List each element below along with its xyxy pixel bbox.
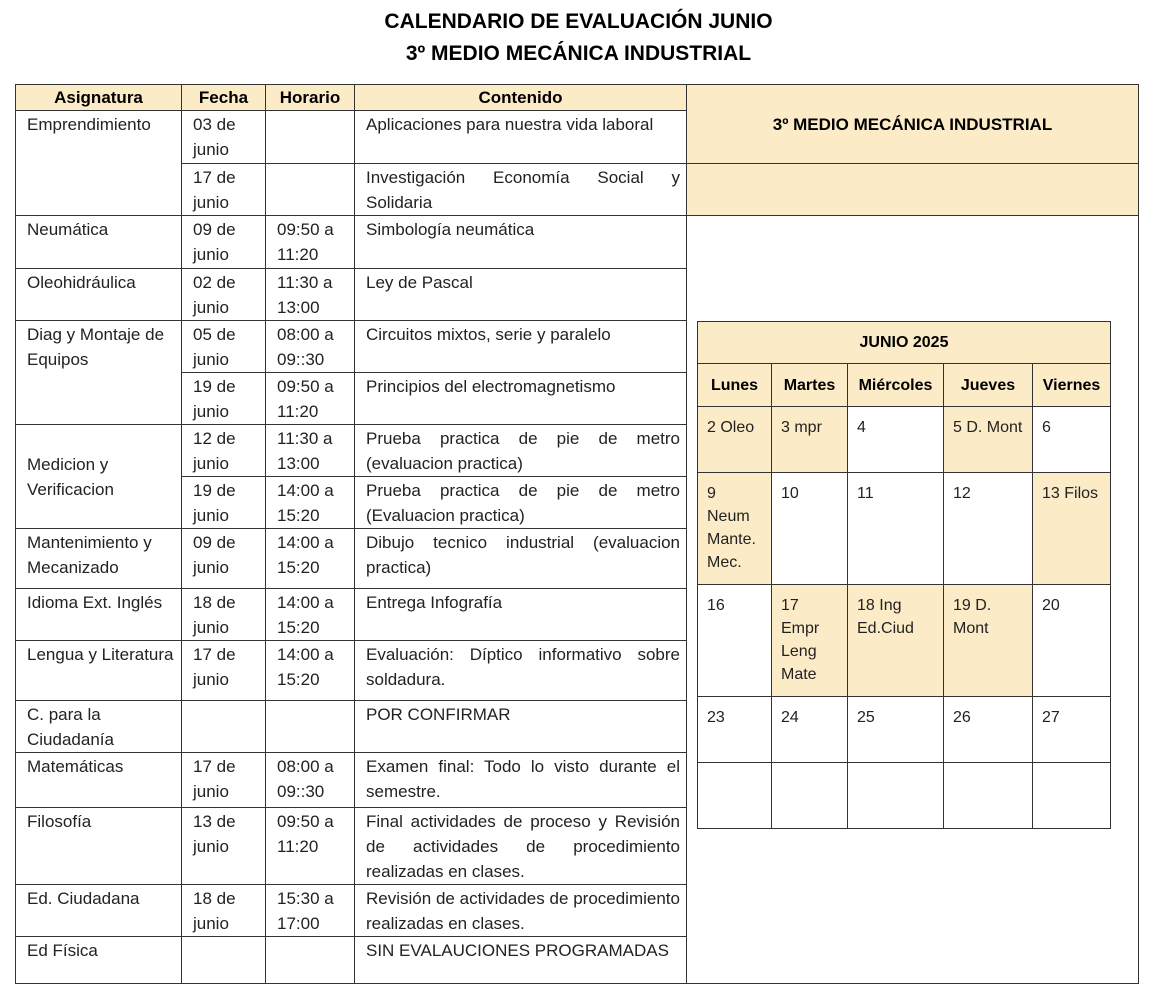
calendar-days-row [698, 364, 1111, 407]
time-cell: 15:30 a 17:00 [266, 885, 355, 937]
calendar-week [698, 697, 1111, 763]
date-cell: 03 de junio [182, 111, 266, 164]
calendar-day: 5 D. Mont [944, 407, 1033, 473]
day-header: Jueves [944, 364, 1033, 407]
content-cell: SIN EVALAUCIONES PROGRAMADAS [355, 937, 687, 984]
day-header: Lunes [698, 364, 772, 407]
date-cell [182, 701, 266, 753]
time-cell [266, 164, 355, 216]
content-cell: Circuitos mixtos, serie y paralelo [355, 321, 687, 373]
content-cell: Entrega Infografía [355, 589, 687, 641]
subject-cell: Filosofía [16, 808, 182, 885]
table-header-row [16, 85, 1139, 111]
calendar-day: 25 [848, 697, 944, 763]
calendar-day [772, 763, 848, 829]
date-cell: 05 de junio [182, 321, 266, 373]
content-cell: Final actividades de proceso y Revisión de actividades de procedimiento realizadas en clases. [355, 808, 687, 885]
calendar-day: 2 Oleo [698, 407, 772, 473]
date-cell: 13 de junio [182, 808, 266, 885]
date-cell: 18 de junio [182, 885, 266, 937]
content-cell: Dibujo tecnico industrial (evaluacion practica) [355, 529, 687, 589]
calendar-week [698, 763, 1111, 829]
header-horario: Horario [266, 85, 355, 111]
document-subtitle: 3º MEDIO MECÁNICA INDUSTRIAL [405, 42, 752, 65]
subject-cell: Idioma Ext. Inglés [16, 589, 182, 641]
calendar-week [698, 407, 1111, 473]
calendar-day: 13 Filos [1033, 473, 1111, 585]
date-cell: 02 de junio [182, 269, 266, 321]
content-cell: Simbología neumática [355, 216, 687, 269]
calendar-month-row [698, 322, 1111, 364]
subject-cell: Matemáticas [16, 753, 182, 808]
time-cell: 09:50 a 11:20 [266, 373, 355, 425]
calendar-day: 4 [848, 407, 944, 473]
calendar-day: 24 [772, 697, 848, 763]
date-cell: 09 de junio [182, 216, 266, 269]
calendar-month-title: JUNIO 2025 [698, 322, 1111, 364]
calendar-day: 9 Neum Mante. Mec. [698, 473, 772, 585]
calendar-day: 11 [848, 473, 944, 585]
content-cell: Evaluación: Díptico informativo sobre soldadura. [355, 641, 687, 701]
time-cell [266, 111, 355, 164]
subject-cell: Ed. Ciudadana [16, 885, 182, 937]
time-cell: 14:00 a 15:20 [266, 641, 355, 701]
side-banner: 3º MEDIO MECÁNICA INDUSTRIAL [687, 85, 1139, 164]
time-cell [266, 701, 355, 753]
date-cell: 19 de junio [182, 477, 266, 529]
calendar-day [848, 763, 944, 829]
header-fecha: Fecha [182, 85, 266, 111]
time-cell: 11:30 a 13:00 [266, 269, 355, 321]
subject-cell: Lengua y Literatura [16, 641, 182, 701]
date-cell: 09 de junio [182, 529, 266, 589]
date-cell: 12 de junio [182, 425, 266, 477]
calendar-day: 6 [1033, 407, 1111, 473]
content-cell: POR CONFIRMAR [355, 701, 687, 753]
calendar-day: 26 [944, 697, 1033, 763]
subject-cell: Ed Física [16, 937, 182, 984]
calendar-day: 3 mpr [772, 407, 848, 473]
calendar-day: 18 Ing Ed.Ciud [848, 585, 944, 697]
subject-cell: C. para la Ciudadanía [16, 701, 182, 753]
day-header: Miércoles [848, 364, 944, 407]
time-cell [266, 937, 355, 984]
table-row [16, 216, 1139, 269]
calendar-day: 19 D. Mont [944, 585, 1033, 697]
calendar-day: 27 [1033, 697, 1111, 763]
content-cell: Examen final: Todo lo visto durante el semestre. [355, 753, 687, 808]
subject-cell: Neumática [16, 216, 182, 269]
table-row [16, 164, 1139, 216]
content-cell: Prueba practica de pie de metro (Evaluacion practica) [355, 477, 687, 529]
calendar-day [1033, 763, 1111, 829]
content-cell: Ley de Pascal [355, 269, 687, 321]
content-cell: Principios del electromagnetismo [355, 373, 687, 425]
content-cell: Prueba practica de pie de metro (evaluacion practica) [355, 425, 687, 477]
calendar-day: 20 [1033, 585, 1111, 697]
subject-cell: Mantenimiento y Mecanizado [16, 529, 182, 589]
calendar-day [944, 763, 1033, 829]
time-cell: 14:00 a 15:20 [266, 477, 355, 529]
content-cell: Aplicaciones para nuestra vida laboral [355, 111, 687, 164]
time-cell: 11:30 a 13:00 [266, 425, 355, 477]
time-cell: 09:50 a 11:20 [266, 216, 355, 269]
document-title: CALENDARIO DE EVALUACIÓN JUNIO [384, 10, 773, 33]
subject-cell: Diag y Montaje de Equipos [16, 321, 182, 425]
time-cell: 09:50 a 11:20 [266, 808, 355, 885]
date-cell: 17 de junio [182, 164, 266, 216]
date-cell: 17 de junio [182, 641, 266, 701]
date-cell: 19 de junio [182, 373, 266, 425]
header-asignatura: Asignatura [16, 85, 182, 111]
time-cell: 08:00 a 09::30 [266, 321, 355, 373]
calendar-day: 12 [944, 473, 1033, 585]
side-banner-empty [687, 164, 1139, 216]
calendar-june [697, 321, 1111, 829]
subject-cell: Medicion y Verificacion [16, 425, 182, 529]
content-cell: Revisión de actividades de procedimiento realizadas en clases. [355, 885, 687, 937]
calendar-day: 16 [698, 585, 772, 697]
calendar-day [698, 763, 772, 829]
time-cell: 08:00 a 09::30 [266, 753, 355, 808]
calendar-week [698, 473, 1111, 585]
date-cell [182, 937, 266, 984]
date-cell: 17 de junio [182, 753, 266, 808]
calendar-week [698, 585, 1111, 697]
date-cell: 18 de junio [182, 589, 266, 641]
day-header: Viernes [1033, 364, 1111, 407]
time-cell: 14:00 a 15:20 [266, 529, 355, 589]
calendar-day: 17 Empr Leng Mate [772, 585, 848, 697]
subject-cell: Emprendimiento [16, 111, 182, 216]
calendar-day: 23 [698, 697, 772, 763]
day-header: Martes [772, 364, 848, 407]
subject-cell: Oleohidráulica [16, 269, 182, 321]
time-cell: 14:00 a 15:20 [266, 589, 355, 641]
calendar-day: 10 [772, 473, 848, 585]
header-contenido: Contenido [355, 85, 687, 111]
content-cell: Investigación Economía Social y Solidaria [355, 164, 687, 216]
